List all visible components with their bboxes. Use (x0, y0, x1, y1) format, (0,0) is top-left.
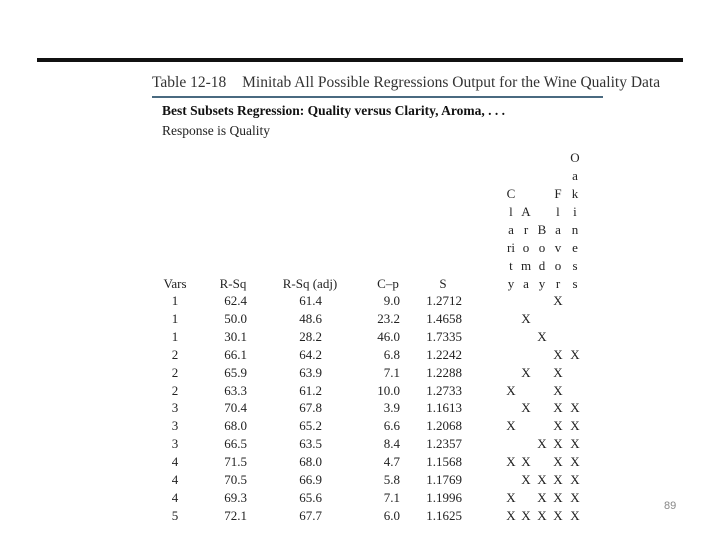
table-cell-vars: 3 (171, 418, 179, 434)
column-header: Vars (163, 276, 187, 291)
table-cell-rsq-adj: 63.5 (299, 436, 322, 452)
predictor-included-mark: X (570, 489, 580, 505)
table-cell-s: 1.2068 (426, 418, 462, 434)
page-number: 89 (664, 500, 677, 512)
table-cell-vars: 4 (171, 489, 179, 505)
table-cell-vars: 1 (171, 310, 179, 326)
table-cell-s: 1.4658 (426, 310, 462, 326)
table-cell-rsq-adj: 67.7 (299, 507, 322, 523)
table-cell-cp: 10.0 (377, 382, 400, 398)
column-header: R-Sq (adj) (282, 276, 338, 291)
predictor-included-mark: X (537, 507, 547, 523)
predictor-included-mark: X (553, 364, 563, 380)
table-cell-s: 1.7335 (426, 328, 462, 344)
table-cell-s: 1.1625 (426, 507, 462, 523)
table-cell-cp: 9.0 (383, 293, 400, 308)
predictor-label-oakiness: Oakiness (570, 150, 580, 291)
predictor-included-mark: X (553, 472, 563, 487)
table-cell-rsq-adj: 64.2 (299, 346, 322, 362)
table-cell-rsq: 70.5 (224, 472, 247, 487)
table-cell-cp: 7.1 (383, 489, 400, 505)
table-cell-rsq-adj: 68.0 (299, 454, 322, 470)
predictor-included-mark: X (506, 418, 516, 434)
table-cell-vars: 4 (171, 454, 179, 470)
table-cell-cp: 4.7 (383, 454, 400, 470)
predictor-included-mark: X (570, 346, 580, 362)
table-cell-rsq-adj: 65.6 (299, 489, 322, 505)
table-cell-rsq: 50.0 (224, 310, 247, 326)
table-cell-rsq: 71.5 (224, 454, 247, 470)
table-cell-vars: 1 (171, 293, 179, 308)
table-cell-rsq: 66.5 (224, 436, 247, 452)
table-cell-rsq: 70.4 (224, 400, 247, 416)
predictor-included-mark: X (553, 400, 563, 416)
table-cell-vars: 3 (171, 436, 179, 452)
table-cell-vars: 2 (171, 346, 179, 362)
output-heading: Best Subsets Regression: Quality versus Clarity, Aroma, . . . (162, 103, 506, 118)
predictor-label-body: Body (537, 222, 547, 291)
predictor-included-mark: X (537, 489, 547, 505)
predictor-included-mark: X (553, 454, 563, 470)
table-cell-vars: 4 (171, 472, 179, 487)
predictor-included-mark: X (521, 472, 531, 487)
predictor-included-mark: X (553, 382, 563, 398)
table-cell-cp: 8.4 (383, 436, 400, 452)
response-line: Response is Quality (162, 123, 270, 138)
predictor-included-mark: X (570, 507, 580, 523)
predictor-included-mark: X (553, 507, 563, 523)
table-cell-rsq: 62.4 (224, 293, 247, 308)
predictor-included-mark: X (553, 436, 563, 452)
table-cell-s: 1.2733 (426, 382, 462, 398)
predictor-included-mark: X (521, 507, 531, 523)
predictor-included-mark: X (570, 472, 580, 487)
table-cell-s: 1.2712 (426, 293, 462, 308)
predictor-label-aroma: Aroma (520, 204, 532, 291)
table-cell-cp: 23.2 (377, 310, 400, 326)
table-cell-cp: 46.0 (377, 328, 400, 344)
table-cell-rsq: 63.3 (224, 382, 247, 398)
table-cell-rsq-adj: 65.2 (299, 418, 322, 434)
predictor-included-mark: X (570, 436, 580, 452)
predictor-included-mark: X (553, 489, 563, 505)
predictor-included-mark: X (506, 489, 516, 505)
table-cell-vars: 2 (171, 364, 179, 380)
table-cell-rsq: 72.1 (224, 507, 247, 523)
table-cell-rsq-adj: 67.8 (299, 400, 322, 416)
table-cell-rsq-adj: 48.6 (299, 310, 322, 326)
table-cell-vars: 3 (171, 400, 179, 416)
table-cell-s: 1.1613 (426, 400, 462, 416)
predictor-included-mark: X (521, 400, 531, 416)
predictor-included-mark: X (521, 310, 531, 326)
predictor-label-flavor: Flavor (554, 186, 562, 291)
table-cell-rsq: 30.1 (224, 328, 247, 344)
table-caption (152, 74, 660, 92)
column-header: C–p (377, 276, 399, 291)
column-header: S (439, 276, 447, 291)
table-cell-rsq: 69.3 (224, 489, 247, 505)
caption-rule (152, 96, 603, 98)
table-cell-s: 1.2288 (426, 364, 462, 380)
predictor-included-mark: X (553, 418, 563, 434)
predictor-included-mark: X (570, 400, 580, 416)
predictor-included-mark: X (506, 507, 516, 523)
table-cell-rsq-adj: 28.2 (299, 328, 322, 344)
table-cell-cp: 6.6 (383, 418, 400, 434)
predictor-included-mark: X (521, 454, 531, 470)
table-cell-vars: 5 (171, 507, 179, 523)
table-cell-cp: 6.0 (383, 507, 400, 523)
table-cell-s: 1.1996 (426, 489, 462, 505)
table-cell-vars: 2 (171, 382, 179, 398)
table-cell-rsq: 68.0 (224, 418, 247, 434)
table-cell-s: 1.1568 (426, 454, 462, 470)
table-cell-s: 1.1769 (426, 472, 462, 487)
table-cell-s: 1.2357 (426, 436, 462, 452)
predictor-included-mark: X (570, 418, 580, 434)
table-cell-rsq: 65.9 (224, 364, 247, 380)
column-header: R-Sq (219, 276, 247, 291)
table-cell-cp: 7.1 (383, 364, 400, 380)
predictor-included-mark: X (537, 436, 547, 452)
table-number: Table 12-18 (152, 74, 227, 91)
predictor-included-mark: X (537, 472, 547, 487)
table-cell-vars: 1 (171, 328, 179, 344)
top-divider (37, 58, 683, 62)
table-cell-rsq-adj: 66.9 (299, 472, 322, 487)
predictor-included-mark: X (506, 454, 516, 470)
table-cell-cp: 3.9 (383, 400, 400, 416)
table-cell-cp: 6.8 (383, 346, 400, 362)
table-cell-s: 1.2242 (426, 346, 462, 362)
predictor-included-mark: X (570, 454, 580, 470)
predictor-included-mark: X (537, 328, 547, 344)
table-title: Minitab All Possible Regressions Output for the Wine Quality Data (242, 74, 661, 91)
table-cell-rsq-adj: 63.9 (299, 364, 322, 380)
predictor-included-mark: X (553, 346, 563, 362)
table-cell-rsq-adj: 61.4 (299, 293, 322, 308)
predictor-included-mark: X (553, 293, 563, 308)
table-cell-cp: 5.8 (383, 472, 400, 487)
predictor-label-clarity: Clarity (506, 186, 516, 291)
table-cell-rsq: 66.1 (224, 346, 247, 362)
predictor-included-mark: X (521, 364, 531, 380)
table-cell-rsq-adj: 61.2 (299, 382, 322, 398)
predictor-included-mark: X (506, 382, 516, 398)
